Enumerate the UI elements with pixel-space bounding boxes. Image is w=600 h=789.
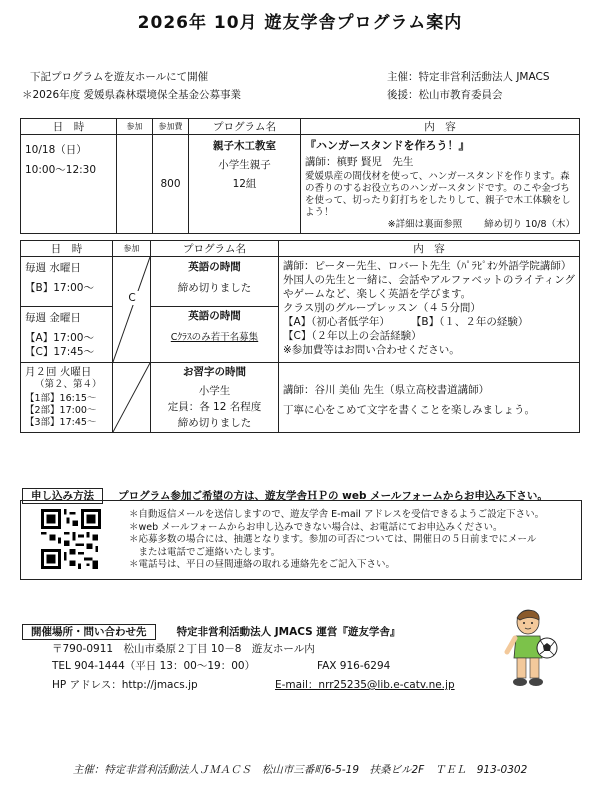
woodwork-time: 10:00～12:30 — [25, 164, 97, 176]
woodwork-deadline: 締め切り 10/8（木） — [484, 219, 575, 230]
contact-label: 開催場所・問い合わせ先 — [22, 624, 156, 640]
calligraphy-target: 小学生 — [198, 385, 231, 397]
boy-with-ball-icon — [500, 608, 560, 690]
apply-note: ＊電話号は、平日の昼間連絡の取れる連絡先をご記入下さい。 — [129, 559, 396, 570]
english-lesson: クラス別のグループレッスン（４５分間） — [283, 302, 481, 314]
apply-note: ＊応募多数の場合には、抽選となります。参加の可否については、開催日の５日前までにメール — [129, 534, 537, 545]
woodwork-target: 小学生親子 — [218, 159, 271, 171]
contact-org: 特定非営利活動法人 JMACS 運営『遊友学舎』 — [176, 626, 401, 638]
program-table-woodwork — [20, 118, 580, 234]
apply-box — [20, 500, 582, 580]
apply-note: ＊自動返信メールを送信しますので、遊友学舎 E-mail アドレスを受信できるようご設定下さい。 — [129, 509, 545, 520]
english-content — [279, 257, 580, 363]
contact-fax: FAX 916-6294 — [317, 660, 391, 672]
organizer: 主催：特定非営利活動法人 JMACS — [387, 71, 550, 83]
wed-date: 毎週 水曜日 — [25, 262, 81, 274]
contact-tel: TEL 904-1444（平日 13：00～19：00） — [52, 660, 256, 672]
english-class-c: 【C】（２年以上の会話経験） — [283, 330, 422, 342]
english-desc: 外国人の先生と一緒に、会話やアルファベットのライティングやゲームなど、楽しく英語を学びます。 — [283, 274, 576, 300]
fri-program — [151, 307, 279, 363]
supporter: 後援：松山市教育委員会 — [387, 89, 503, 101]
calligraphy-desc: 丁寧に心をこめて文字を書くことを楽しみましょう。 — [283, 404, 535, 416]
boy-illustration — [500, 608, 560, 690]
fri-status: Cｸﾗｽのみ若干名募集 — [170, 332, 259, 343]
fri-time-c: 【C】17:45～ — [25, 346, 95, 358]
col-content: 内 容 — [279, 241, 580, 257]
english-class-ab — [283, 315, 575, 329]
woodwork-program-name: 親子木工教室 — [213, 140, 276, 152]
english-fee-note: ※参加費等はお問い合わせください。 — [283, 344, 460, 356]
calligraphy-program-name: お習字の時間 — [183, 366, 246, 378]
woodwork-content — [301, 135, 580, 234]
tue-time-3: 【3部】17:45～ — [25, 417, 97, 428]
intro-fund: ＊2026年度 愛媛県森林環境保全基金公募事業 — [22, 89, 242, 101]
col-content: 内 容 — [301, 119, 580, 135]
wed-datetime — [21, 257, 113, 307]
qr-code-icon[interactable] — [41, 509, 101, 569]
col-program: プログラム名 — [189, 119, 301, 135]
intro-venue: 下記プログラムを遊友ホールにて開催 — [30, 71, 209, 83]
contact-row — [22, 620, 400, 640]
fri-program-name: 英語の時間 — [188, 310, 241, 322]
col-datetime: 日 時 — [21, 241, 113, 257]
fri-date: 毎週 金曜日 — [25, 312, 81, 324]
woodwork-body: 愛媛県産の間伐材を使って、ハンガースタンドを作ります。森の香りのするお役立ちのハンガースタンドです。のこや金づちを使って、切ったり釘打ちをしたりして、親子で木工体験をしよう！ — [305, 171, 571, 218]
col-join: 参加 — [113, 241, 151, 257]
col-fee: 参加費 — [153, 119, 189, 135]
fri-datetime — [21, 307, 113, 363]
col-program: プログラム名 — [151, 241, 279, 257]
apply-text: プログラム参加ご希望の方は、遊友学舎ＨＰの web メールフォームからお申込み下さい。 — [118, 490, 548, 502]
tue-weeks: （第２、第４） — [35, 379, 102, 390]
english-class-a: 【A】（初心者低学年） — [283, 316, 385, 328]
col-datetime: 日 時 — [21, 119, 117, 135]
tue-date: 月２回 火曜日 — [25, 366, 92, 378]
wed-status: 締め切りました — [177, 282, 252, 294]
wed-program-name: 英語の時間 — [188, 261, 241, 273]
apply-note: ＊web メールフォームからお申し込みできない場合は、お電話にてお申込みください。 — [129, 521, 503, 533]
apply-note: または電話でご連絡いたします。 — [129, 546, 281, 558]
woodwork-datetime — [21, 135, 117, 234]
english-teacher: 講師：ピーター先生、ロバート先生（ﾊﾟﾗﾋﾟｵﾝ外語学院講師） — [283, 260, 572, 272]
calligraphy-teacher: 講師：谷川 美仙 先生（県立高校書道講師） — [283, 384, 490, 396]
woodwork-date: 10/18（日） — [25, 144, 87, 156]
wed-time: 【B】17:00～ — [25, 282, 94, 294]
fri-time-a: 【A】17:00～ — [25, 332, 94, 344]
wed-program — [151, 257, 279, 307]
english-join — [113, 257, 151, 363]
apply-notes — [129, 509, 544, 572]
qr-code-graphic — [41, 509, 101, 569]
woodwork-program — [189, 135, 301, 234]
tue-datetime — [21, 363, 113, 433]
english-class-b: 【B】（１、２年の経験） — [416, 316, 529, 328]
footer: 主催：特定非営利活動法人ＪＭＡＣＳ 松山市三番町6-5-19 扶桑ビル2F ＴＥＬ 913-0302 — [72, 764, 528, 776]
diagonal-line — [113, 363, 150, 432]
page-title: 2026年 10月 遊友学舎プログラム案内 — [137, 13, 463, 33]
calligraphy-status: 締め切りました — [177, 417, 252, 429]
contact-email[interactable]: E-mail：nrr25235@lib.e-catv.ne.jp — [275, 679, 455, 691]
contact-hp[interactable]: HP アドレス：http://jmacs.jp — [52, 679, 198, 691]
woodwork-title: 『ハンガースタンドを作ろう！』 — [305, 139, 470, 152]
col-join: 参加 — [117, 119, 153, 135]
calligraphy-capacity: 定員：各 12 名程度 — [167, 401, 262, 413]
woodwork-join — [117, 135, 153, 234]
calligraphy-join — [113, 363, 151, 433]
apply-label: 申し込み方法 — [22, 488, 103, 504]
contact-address: 〒790-0911 松山市桑原２丁目 10－8 遊友ホール内 — [52, 643, 315, 655]
woodwork-note: ※詳細は裏面参照 — [387, 219, 463, 230]
woodwork-groups: 12組 — [232, 178, 257, 190]
woodwork-note-line — [305, 219, 575, 231]
woodwork-fee: 800 — [153, 135, 189, 234]
calligraphy-program — [151, 363, 279, 433]
tue-time-2: 【2部】17:00～ — [25, 405, 97, 416]
english-join-class: C — [124, 291, 140, 305]
tue-time-1: 【1部】16:15～ — [25, 393, 97, 404]
woodwork-teacher: 講師：槙野 賢児 先生 — [305, 156, 414, 168]
diagonal-line — [113, 257, 150, 362]
calligraphy-content — [279, 363, 580, 433]
program-table-weekly — [20, 240, 580, 433]
